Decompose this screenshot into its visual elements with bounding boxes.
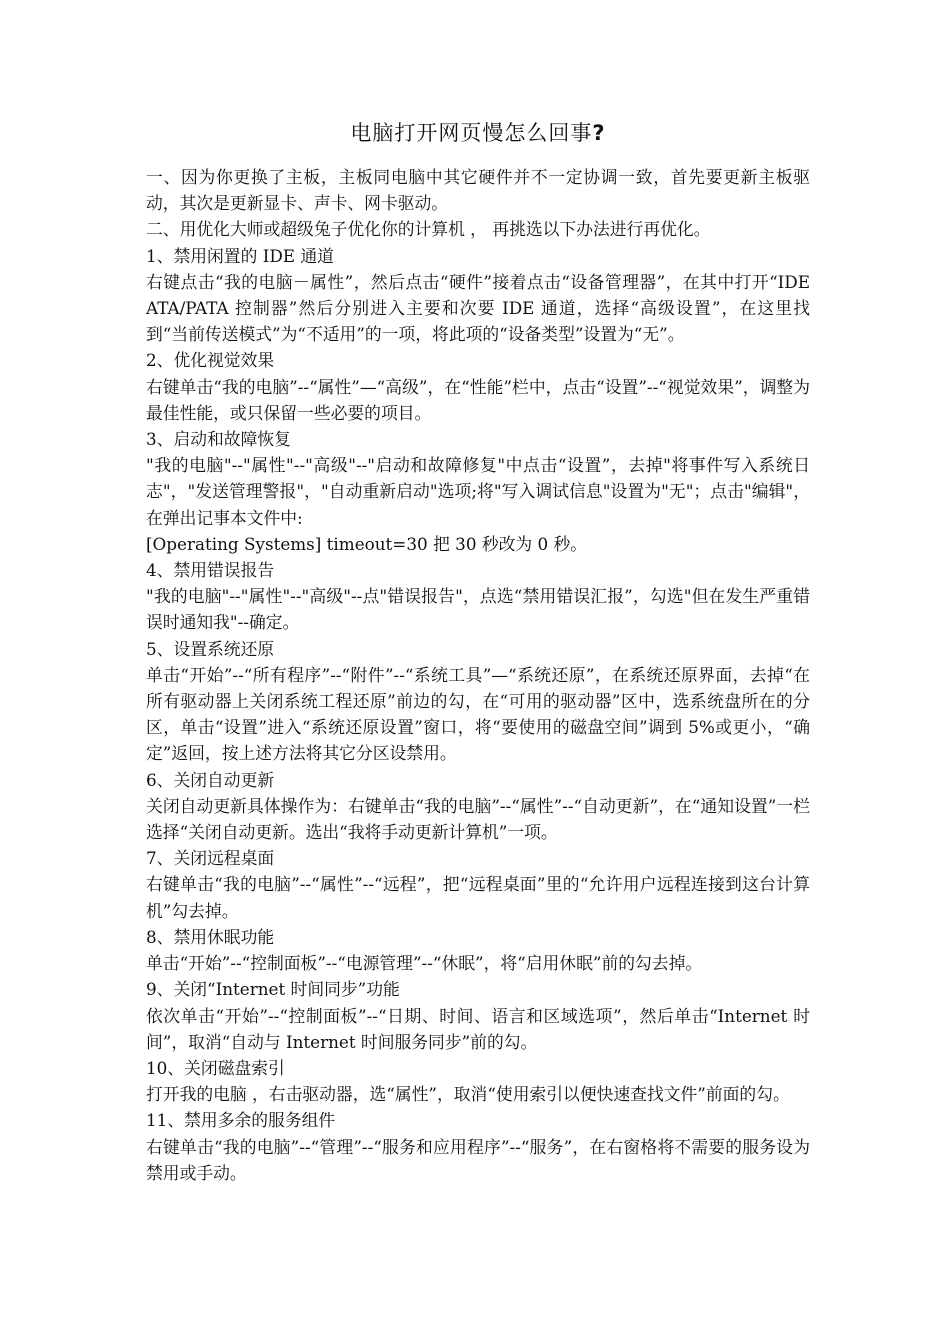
section-heading-8: 8、禁用休眠功能 [146,926,275,947]
section-heading-2: 2、优化视觉效果 [146,350,275,371]
section-body-7: 右键单击“我的电脑”--“属性”--“远程”，把“远程桌面”里的“允许用户远程连接到这台计算机”勾去掉。 [146,874,810,921]
section-body-8: 单击“开始”--“控制面板”--“电源管理”--“休眠”，将“启用休眠”前的勾去掉。 [146,953,703,974]
section-heading-5: 5、设置系统还原 [146,638,275,659]
document-title-text: 电脑打开网页慢怎么回事 [350,121,593,145]
section-body-4: "我的电脑"--"属性"--"高级"--点"错误报告"，点选“禁用错误汇报”，勾选"但在发生严重错误时通知我"--确定。 [146,586,810,633]
section-heading-7: 7、关闭远程桌面 [146,848,275,869]
section-heading-4: 4、禁用错误报告 [146,560,275,581]
section-heading-6: 6、关闭自动更新 [146,769,275,790]
section-body-6: 关闭自动更新具体操作为：右键单击“我的电脑”--“属性”--“自动更新”，在“通知设置”一栏选择“关闭自动更新。选出“我将手动更新计算机”一项。 [146,795,810,843]
section-heading-3: 3、启动和故障恢复 [146,429,291,450]
paragraph-intro-1: 一、因为你更换了主板，主板同电脑中其它硬件并不一定协调一致，首先要更新主板驱动，其次是更新显卡、声卡、网卡驱动。 [146,167,810,214]
section-heading-1: 1、禁用闲置的 IDE 通道 [146,245,334,266]
document-title-mark: ? [592,121,606,145]
section-body-3-config: [Operating Systems] timeout=30 把 30 秒改为 0 秒。 [146,533,588,554]
section-body-9: 依次单击“开始”--“控制面板”--“日期、时间、语言和区域选项”，然后单击“Internet 时间”，取消“自动与 Internet 时间服务同步”前的勾。 [146,1005,810,1052]
section-body-11: 右键单击“我的电脑”--“管理”--“服务和应用程序”--“服务”，在右窗格将不需要的服务设为禁用或手动。 [146,1136,810,1183]
document-body [146,164,810,1186]
section-heading-11: 11、禁用多余的服务组件 [146,1110,336,1131]
section-body-10: 打开我的电脑 ，右击驱动器，选“属性”，取消“使用索引以便快速查找文件”前面的勾。 [146,1084,790,1105]
document-title [146,118,810,148]
section-body-3: "我的电脑"--"属性"--"高级"--"启动和故障修复"中点击“设置”，去掉"将事件写入系统日志"，"发送管理警报"，"自动重新启动"选项;将"写入调试信息"设置为"无"；点击"编辑"，在弹出记事本文件中: [146,455,810,528]
section-heading-10: 10、关闭磁盘索引 [146,1057,285,1078]
section-body-2: 右键单击“我的电脑”--“属性”—“高级”，在“性能”栏中，点击“设置”--“视觉效果”，调整为最佳性能，或只保留一些必要的项目。 [146,376,810,423]
paragraph-intro-2: 二、用优化大师或超级兔子优化你的计算机 ， 再挑选以下办法进行再优化。 [146,219,711,240]
section-body-1: 右键点击“我的电脑－属性”，然后点击“硬件”接着点击“设备管理器”，在其中打开“IDE ATA/PATA 控制器”然后分别进入主要和次要 IDE 通道，选择“高级设置”，在这里找到“当前传送模式”为“不适用”的一项，将此项的“设备类型”设置为“无”。 [146,271,810,345]
section-heading-9: 9、关闭“Internet 时间同步”功能 [146,979,400,1000]
section-body-5: 单击“开始”--“所有程序”--“附件”--“系统工具”—“系统还原”，在系统还原界面，去掉“在所有驱动器上关闭系统工程还原”前边的勾，在“可用的驱动器”区中，选系统盘所在的分区，单击“设置”进入“系统还原设置”窗口，将“要使用的磁盘空间”调到 5%或更小，“确定”返回，按上述方法将其它分区设禁用。 [146,664,810,764]
